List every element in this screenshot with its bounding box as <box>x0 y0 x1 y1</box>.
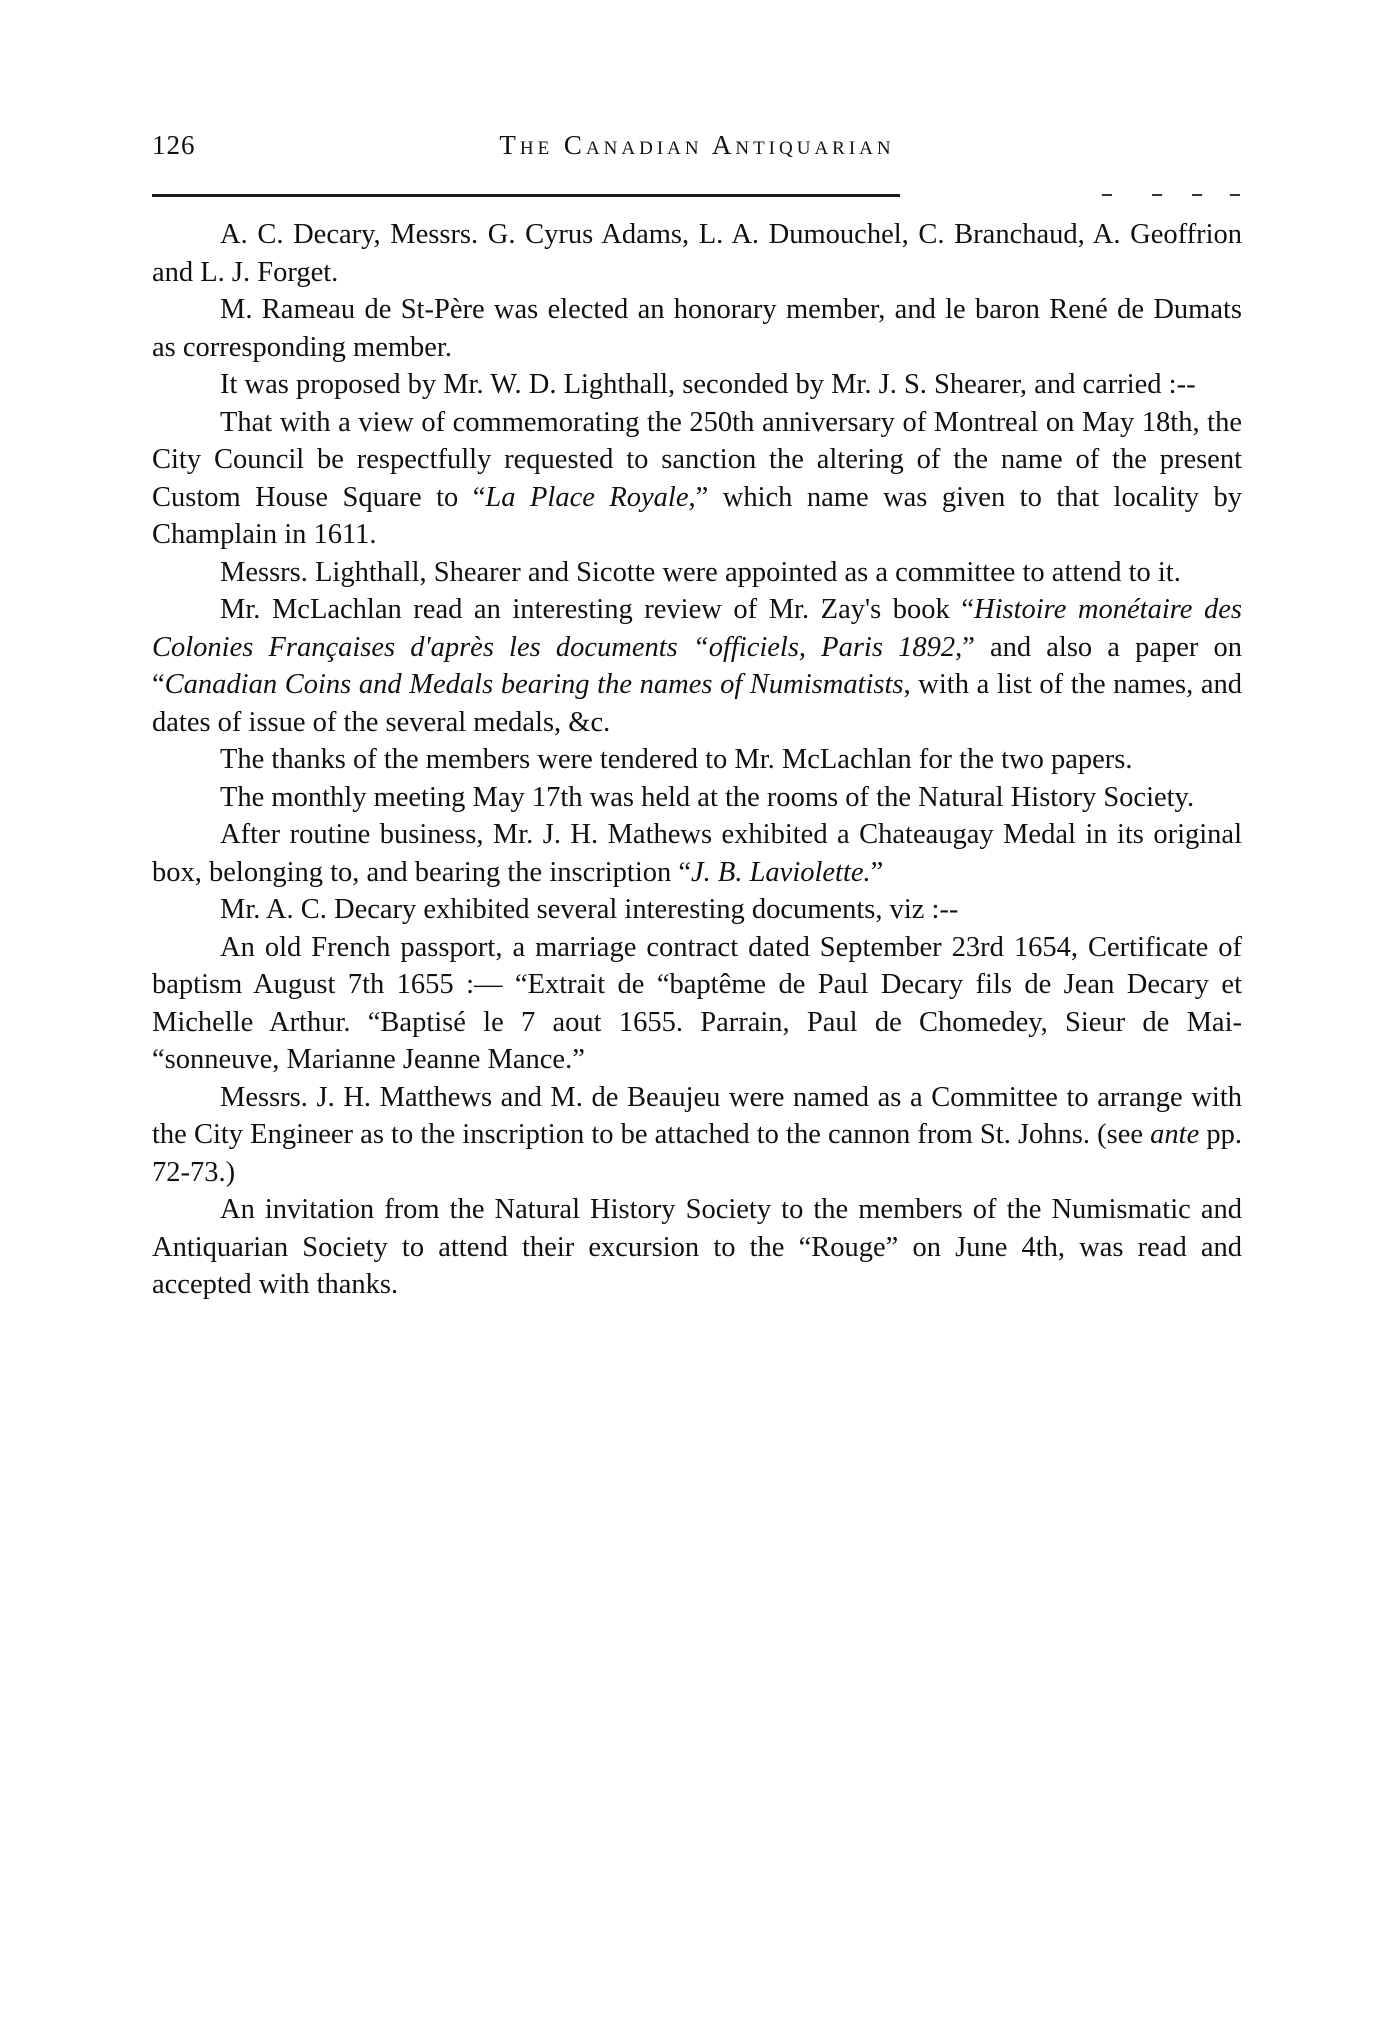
text-segment: Mr. A. C. Decary exhibited several interesting documents, viz :-- <box>220 894 959 925</box>
paragraph <box>152 891 1242 929</box>
text-segment: An old French passport, a marriage contract dated September 23rd 1654, Certificate of baptism August 7th 1655 :— “Extrait de “baptême de Paul Decary fils de Jean Decary et Michelle Arthur. “Baptisé le 7 aout 1655. Parrain, Paul de Chomedey, Sieur de Mai- “sonneuve, Marianne Jeanne Mance.” <box>152 931 1242 1075</box>
paragraph <box>152 366 1242 404</box>
body-text <box>152 216 1242 1304</box>
text-segment: Mr. McLachlan read an interesting review of Mr. Zay's book “ <box>220 594 974 625</box>
text-segment: That with a view of commemorating the 250th anniversary of Montreal on May 18th, the City Council be respectfully requested to sanction the altering of the name of the present Custom House Square to “ <box>152 406 1242 513</box>
italic-text: ante <box>1150 1119 1200 1150</box>
text-segment: After routine business, Mr. J. H. Mathews exhibited a Chateaugay Medal in its original box, belonging to, and bearing the inscription “ <box>152 819 1242 888</box>
text-segment: ,” which name was given to that locality by Champlain in 1611. <box>152 481 1243 550</box>
italic-text: Canadian Coins and Medals bearing the names of Numismatists <box>164 669 904 700</box>
text-segment: ” <box>870 856 884 888</box>
italic-text: Histoire monétaire des Colonies Françaises d'après les documents “officiels, Paris 1892 <box>152 594 1243 663</box>
text-segment: pp. 72-73.) <box>152 1119 1243 1188</box>
page <box>152 130 1242 1304</box>
paragraph <box>152 816 1242 891</box>
paragraph <box>152 554 1242 592</box>
text-segment: ,” and also a paper on “ <box>152 631 1242 700</box>
text-segment: A. C. Decary, Messrs. G. Cyrus Adams, L. A. Dumouchel, C. Branchaud, A. Geoffrion and L. J. Forget. <box>152 219 1242 288</box>
text-segment: M. Rameau de St-Père was elected an honorary member, and le baron René de Dumats as corresponding member. <box>152 294 1242 363</box>
running-header <box>152 130 1242 170</box>
text-segment: The monthly meeting May 17th was held at the rooms of the Natural History Society. <box>220 781 1195 813</box>
paragraph <box>152 779 1242 817</box>
paragraph <box>152 1191 1242 1304</box>
page-number: 126 <box>152 130 196 160</box>
text-segment: It was proposed by Mr. W. D. Lighthall, seconded by Mr. J. S. Shearer, and carried :-- <box>220 369 1196 400</box>
text-segment: Messrs. Lighthall, Shearer and Sicotte were appointed as a committee to attend to it. <box>220 556 1181 588</box>
paragraph <box>152 929 1242 1079</box>
text-segment: The thanks of the members were tendered to Mr. McLachlan for the two papers. <box>220 744 1133 775</box>
header-rule-line <box>152 194 900 197</box>
text-segment: An invitation from the Natural History Society to the members of the Numismatic and Antiquarian Society to attend their excursion to the “Rouge” on June 4th, was read and accepted with thanks. <box>152 1194 1242 1300</box>
header-rule-dash <box>1192 194 1202 196</box>
header-rule-dash <box>1230 194 1240 196</box>
header-rule-dash <box>1102 194 1112 196</box>
header-rule-dash <box>1152 194 1162 196</box>
text-segment: , with a list of the names, and dates of issue of the several medals, &c. <box>152 669 1242 738</box>
italic-text: La Place Royale <box>485 481 689 513</box>
paragraph <box>152 404 1242 554</box>
paragraph <box>152 741 1242 779</box>
text-segment: Messrs. J. H. Matthews and M. de Beaujeu were named as a Committee to arrange with the City Engineer as to the inscription to be attached to the cannon from St. Johns. (see <box>152 1081 1242 1150</box>
header-rule <box>152 188 1242 210</box>
running-title: The Canadian Antiquarian <box>499 130 895 160</box>
paragraph <box>152 1079 1242 1192</box>
paragraph <box>152 591 1242 741</box>
italic-text: J. B. Laviolette. <box>691 856 871 888</box>
paragraph <box>152 291 1242 366</box>
paragraph <box>152 216 1242 291</box>
